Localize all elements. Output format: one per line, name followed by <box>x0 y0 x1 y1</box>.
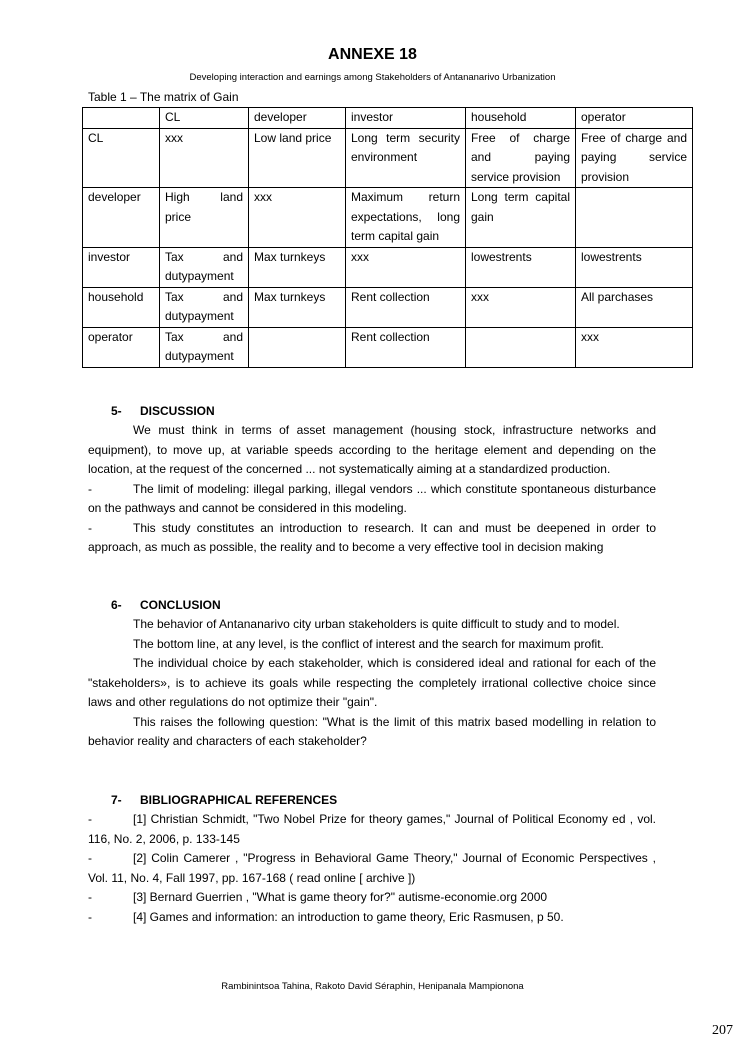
table-cell: lowestrents <box>576 247 693 287</box>
header-cell: developer <box>249 108 346 129</box>
table-cell: xxx <box>466 287 576 327</box>
table-cell: Max turnkeys <box>249 247 346 287</box>
table-cell <box>576 188 693 248</box>
paragraph: The bottom line, at any level, is the conflict of interest and the search for maximum profit. <box>133 636 604 651</box>
references-section <box>88 791 656 927</box>
table-row <box>83 247 693 287</box>
table-cell: xxx <box>160 128 249 188</box>
subtitle: Developing interaction and earnings among Stakeholders of Antananarivo Urbanization <box>189 72 556 83</box>
discussion-section <box>88 402 656 558</box>
table-cell: Low land price <box>249 128 346 188</box>
page-number: 207 <box>712 1023 733 1038</box>
table-cell: Free of charge and paying service provision <box>466 128 576 188</box>
table-cell: xxx <box>346 247 466 287</box>
header-cell: household <box>466 108 576 129</box>
table-cell: Long term capital gain <box>466 188 576 248</box>
reference-item: - [3] Bernard Guerrien , "What is game theory for?" autisme-economie.org 2000 <box>88 890 548 904</box>
table-cell: Maximum return expectations, long term capital gain <box>346 188 466 248</box>
table-row <box>83 327 693 367</box>
table-cell: Tax and dutypayment <box>160 247 249 287</box>
table-cell: Rent collection <box>346 287 466 327</box>
reference-item: - [2] Colin Camerer , "Progress in Behavioral Game Theory," Journal of Economic Perspectives , Vol. 11, No. 4, Fall 1997, pp. 167-168 ( read online [ archive ]) <box>88 851 656 885</box>
reference-item: - [4] Games and information: an introduction to game theory, Eric Rasmusen, p 50. <box>88 909 564 924</box>
row-label-cell: developer <box>83 188 160 248</box>
header-cell <box>83 108 160 129</box>
table-cell: All parchases <box>576 287 693 327</box>
paragraph: This raises the following question: "What is the limit of this matrix based modelling in relation to behavior reality and characters of each stakeholder? <box>88 714 656 748</box>
table-cell: High land price <box>160 188 249 248</box>
section-heading: 7- BIBLIOGRAPHICAL REFERENCES <box>111 793 338 807</box>
section-heading: 6- CONCLUSION <box>111 598 221 612</box>
section-heading: 5- DISCUSSION <box>111 404 215 418</box>
table-cell <box>249 327 346 367</box>
table-cell: Rent collection <box>346 327 466 367</box>
table-row <box>83 287 693 327</box>
reference-item: - [1] Christian Schmidt, "Two Nobel Prize for theory games," Journal of Political Economy ed , vol. 116, No. 2, 2006, p. 133-145 <box>88 812 656 846</box>
paragraph: The individual choice by each stakeholder, which is considered ideal and rational for each of the "stakeholders», is to achieve its goals while respecting the completely irrational collective choice since laws and other regulations do not optimize their "gain". <box>88 656 656 709</box>
gain-matrix-table <box>82 107 693 368</box>
header-cell: investor <box>346 108 466 129</box>
table-cell: Max turnkeys <box>249 287 346 327</box>
list-item: - This study constitutes an introduction to research. It can and must be deepened in order to approach, as much as possible, the reality and to become a very effective tool in decision making <box>88 520 656 554</box>
conclusion-section <box>88 596 656 752</box>
row-label-cell: operator <box>83 327 160 367</box>
row-label-cell: household <box>83 287 160 327</box>
paragraph: We must think in terms of asset management (housing stock, infrastructure networks and equipment), to move up, at variable speeds according to the heritage element and depending on the location, at the request of the concerned ... not systematically aiming at a standardized production. <box>88 423 656 476</box>
table-cell: Free of charge and paying service provision <box>576 128 693 188</box>
header-cell: CL <box>160 108 249 129</box>
row-label-cell: investor <box>83 247 160 287</box>
table-cell <box>466 327 576 367</box>
table-cell: xxx <box>576 327 693 367</box>
table-header-row <box>83 108 693 129</box>
list-item: - The limit of modeling: illegal parking, illegal vendors ... which constitute spontaneous disturbance on the pathways and cannot be considered in this modeling. <box>88 481 656 515</box>
table-row <box>83 128 693 188</box>
table-cell: Long term security environment <box>346 128 466 188</box>
header-cell: operator <box>576 108 693 129</box>
table-row <box>83 188 693 248</box>
paragraph: The behavior of Antananarivo city urban stakeholders is quite difficult to study and to model. <box>133 617 620 631</box>
table-cell: Tax and dutypayment <box>160 327 249 367</box>
table-cell: Tax and dutypayment <box>160 287 249 327</box>
table-cell: lowestrents <box>466 247 576 287</box>
row-label-cell: CL <box>83 128 160 188</box>
table-cell: xxx <box>249 188 346 248</box>
footer-authors: Rambinintsoa Tahina, Rakoto David Séraphin, Henipanala Mampionona <box>221 981 524 992</box>
annex-title: ANNEXE 18 <box>328 46 417 63</box>
table-caption: Table 1 – The matrix of Gain <box>88 90 239 104</box>
